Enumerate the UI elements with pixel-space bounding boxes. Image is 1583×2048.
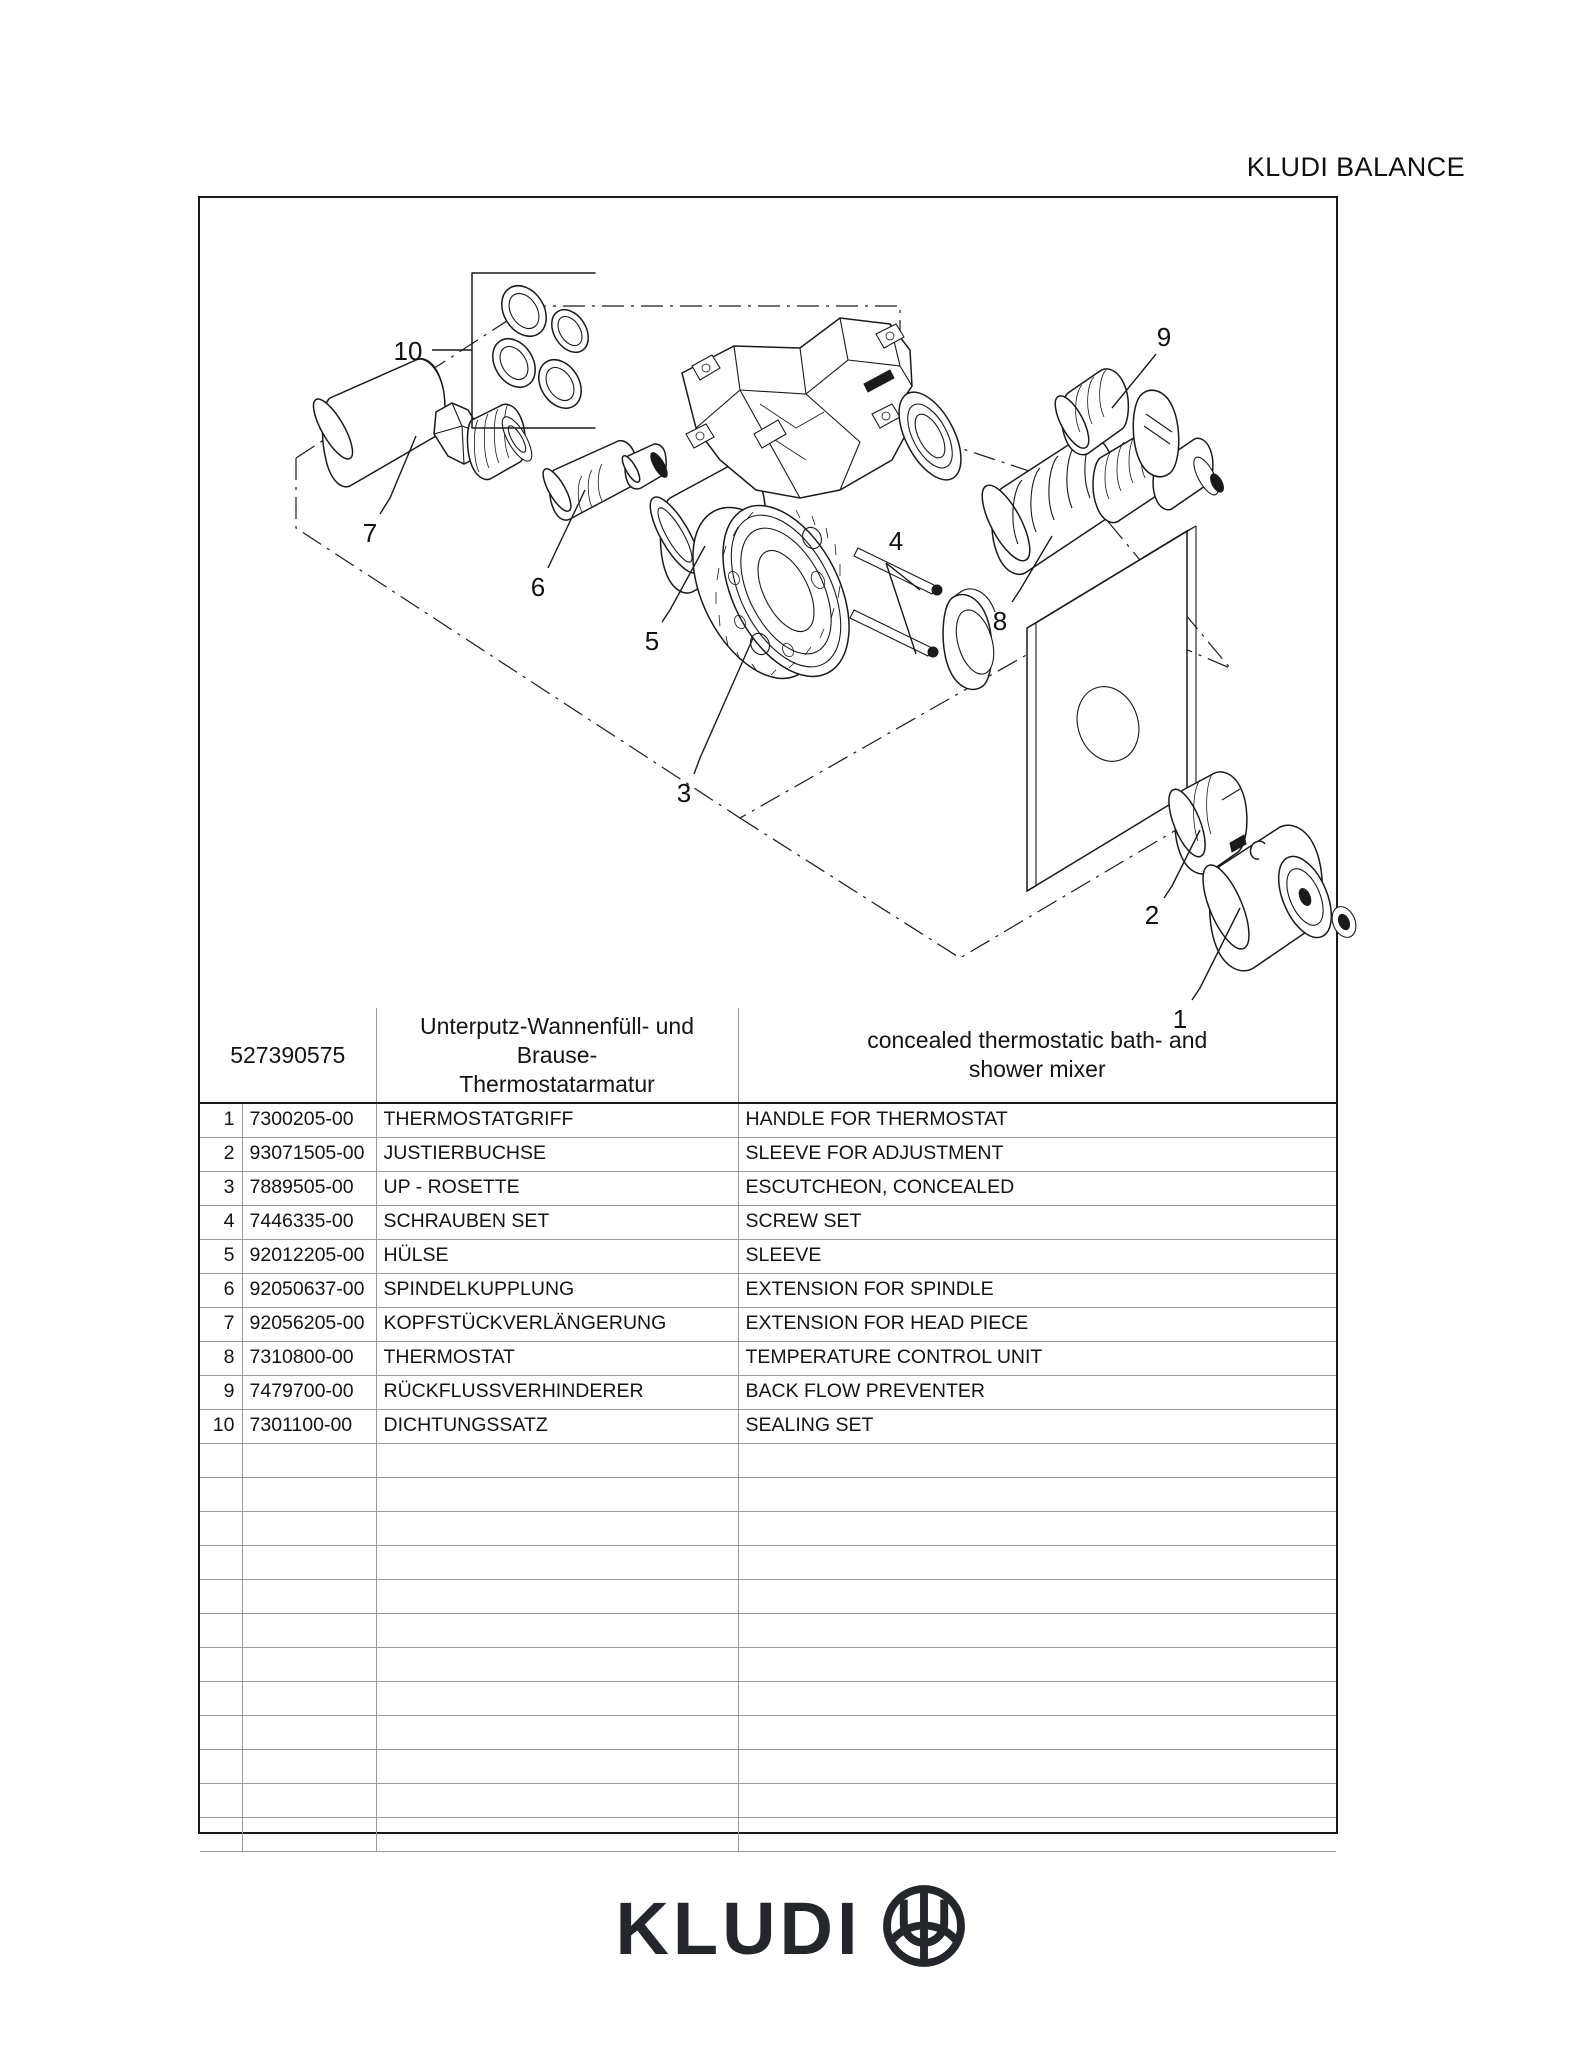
part-name-en-cell xyxy=(738,1783,1336,1817)
part-code-cell: 7889505-00 xyxy=(242,1171,376,1205)
part-index-cell xyxy=(200,1511,242,1545)
part-name-en-cell xyxy=(738,1477,1336,1511)
page-title: KLUDI BALANCE xyxy=(1246,152,1465,182)
part-code-cell xyxy=(242,1579,376,1613)
part-name-en-cell xyxy=(738,1681,1336,1715)
table-row-empty xyxy=(200,1545,1336,1579)
part-name-de-cell xyxy=(376,1715,738,1749)
callout-label-5: 5 xyxy=(644,626,660,656)
part-index-cell: 7 xyxy=(200,1307,242,1341)
part-index-cell: 10 xyxy=(200,1409,242,1443)
part-code-cell xyxy=(242,1817,376,1851)
table-row-empty xyxy=(200,1681,1336,1715)
part-name-de-cell xyxy=(376,1613,738,1647)
part-name-de-cell: DICHTUNGSSATZ xyxy=(376,1409,738,1443)
table-row xyxy=(200,1307,1336,1341)
part-name-de-cell: THERMOSTAT xyxy=(376,1341,738,1375)
callout-label-4: 4 xyxy=(888,526,904,556)
kludi-logo xyxy=(0,1882,1583,1975)
part-4-screw-set xyxy=(850,548,942,657)
part-name-en-cell: SCREW SET xyxy=(738,1205,1336,1239)
part-index-cell: 8 xyxy=(200,1341,242,1375)
part-code-cell: 7301100-00 xyxy=(242,1409,376,1443)
part-index-cell xyxy=(200,1715,242,1749)
part-index-cell xyxy=(200,1613,242,1647)
part-name-de-cell xyxy=(376,1647,738,1681)
part-name-de-cell xyxy=(376,1783,738,1817)
part-name-de-cell xyxy=(376,1511,738,1545)
title-en-line1: concealed thermostatic bath- and xyxy=(867,1027,1208,1054)
part-code-cell xyxy=(242,1511,376,1545)
part-code-cell: 92050637-00 xyxy=(242,1273,376,1307)
title-de-cell xyxy=(376,1008,738,1103)
part-index-cell xyxy=(200,1817,242,1851)
title-en-line2: shower mixer xyxy=(968,1056,1106,1083)
part-8-thermostatic-cartridge xyxy=(973,429,1226,574)
part-name-de-cell: THERMOSTATGRIFF xyxy=(376,1103,738,1137)
part-index-cell xyxy=(200,1545,242,1579)
part-name-de-cell: HÜLSE xyxy=(376,1239,738,1273)
title-de-line2: Thermostatarmatur xyxy=(459,1070,655,1097)
part-name-en-cell xyxy=(738,1579,1336,1613)
part-index-cell: 6 xyxy=(200,1273,242,1307)
kludi-trident-icon xyxy=(880,1882,968,1975)
table-row-empty xyxy=(200,1647,1336,1681)
title-en-cell xyxy=(738,1008,1336,1103)
table-row xyxy=(200,1205,1336,1239)
part-name-de-cell xyxy=(376,1443,738,1477)
part-name-de-cell xyxy=(376,1749,738,1783)
part-1-toothed-washer xyxy=(1328,903,1361,941)
kludi-wordmark: KLUDI xyxy=(615,1886,862,1970)
part-3-gasket-ring xyxy=(943,589,1000,689)
table-row xyxy=(200,1273,1336,1307)
part-name-de-cell xyxy=(376,1817,738,1851)
part-name-en-cell: TEMPERATURE CONTROL UNIT xyxy=(738,1341,1336,1375)
table-row-empty xyxy=(200,1817,1336,1851)
part-code-cell: 92012205-00 xyxy=(242,1239,376,1273)
part-name-de-cell xyxy=(376,1477,738,1511)
part-index-cell: 1 xyxy=(200,1103,242,1137)
part-index-cell xyxy=(200,1749,242,1783)
part-index-cell xyxy=(200,1443,242,1477)
part-index-cell: 3 xyxy=(200,1171,242,1205)
table-row-empty xyxy=(200,1579,1336,1613)
diagram-svg xyxy=(200,198,1336,1034)
part-name-en-cell: SEALING SET xyxy=(738,1409,1336,1443)
part-3-cover-plate xyxy=(1027,526,1196,891)
table-row-empty xyxy=(200,1443,1336,1477)
part-name-en-cell: SLEEVE FOR ADJUSTMENT xyxy=(738,1137,1336,1171)
table-row xyxy=(200,1137,1336,1171)
part-name-en-cell: SLEEVE xyxy=(738,1239,1336,1273)
part-name-de-cell: SPINDELKUPPLUNG xyxy=(376,1273,738,1307)
part-name-en-cell xyxy=(738,1613,1336,1647)
table-row xyxy=(200,1341,1336,1375)
part-name-de-cell xyxy=(376,1579,738,1613)
table-row-empty xyxy=(200,1477,1336,1511)
part-index-cell xyxy=(200,1647,242,1681)
table-row xyxy=(200,1103,1336,1137)
part-name-en-cell: ESCUTCHEON, CONCEALED xyxy=(738,1171,1336,1205)
part-code-cell xyxy=(242,1613,376,1647)
part-code-cell: 7479700-00 xyxy=(242,1375,376,1409)
part-name-en-cell xyxy=(738,1715,1336,1749)
part-code-cell xyxy=(242,1647,376,1681)
parts-sheet-frame xyxy=(198,196,1338,1834)
part-code-cell: 92056205-00 xyxy=(242,1307,376,1341)
part-code-cell: 7300205-00 xyxy=(242,1103,376,1137)
table-row-empty xyxy=(200,1783,1336,1817)
part-name-en-cell xyxy=(738,1647,1336,1681)
part-index-cell: 9 xyxy=(200,1375,242,1409)
part-index-cell xyxy=(200,1681,242,1715)
part-index-cell xyxy=(200,1579,242,1613)
part-index-cell xyxy=(200,1783,242,1817)
part-code-cell xyxy=(242,1749,376,1783)
part-code-cell xyxy=(242,1783,376,1817)
part-name-en-cell xyxy=(738,1511,1336,1545)
part-name-en-cell: BACK FLOW PREVENTER xyxy=(738,1375,1336,1409)
callout-label-10: 10 xyxy=(393,336,423,366)
table-header-row xyxy=(200,1008,1336,1103)
part-name-en-cell xyxy=(738,1545,1336,1579)
table-row-empty xyxy=(200,1613,1336,1647)
part-name-en-cell xyxy=(738,1749,1336,1783)
part-code-cell xyxy=(242,1715,376,1749)
part-index-cell: 2 xyxy=(200,1137,242,1171)
part-name-en-cell: EXTENSION FOR HEAD PIECE xyxy=(738,1307,1336,1341)
part-name-de-cell xyxy=(376,1545,738,1579)
part-code-cell xyxy=(242,1477,376,1511)
part-name-en-cell xyxy=(738,1817,1336,1851)
table-row-empty xyxy=(200,1715,1336,1749)
part-code-cell xyxy=(242,1443,376,1477)
callout-label-7: 7 xyxy=(362,518,378,548)
part-10-sealing-set xyxy=(472,273,596,428)
part-name-de-cell: SCHRAUBEN SET xyxy=(376,1205,738,1239)
part-name-en-cell xyxy=(738,1443,1336,1477)
callout-label-6: 6 xyxy=(530,572,546,602)
part-name-de-cell: UP - ROSETTE xyxy=(376,1171,738,1205)
callout-label-1: 1 xyxy=(1172,1004,1188,1034)
parts-list-table xyxy=(200,1008,1336,1852)
table-row xyxy=(200,1171,1336,1205)
part-index-cell: 5 xyxy=(200,1239,242,1273)
part-name-de-cell: JUSTIERBUCHSE xyxy=(376,1137,738,1171)
exploded-parts-diagram xyxy=(200,198,1336,1034)
callout-label-9: 9 xyxy=(1156,322,1172,352)
title-de-line1: Unterputz-Wannenfüll- und Brause- xyxy=(419,1013,694,1068)
table-row xyxy=(200,1409,1336,1443)
part-name-en-cell: HANDLE FOR THERMOSTAT xyxy=(738,1103,1336,1137)
callout-label-2: 2 xyxy=(1144,900,1160,930)
part-index-cell xyxy=(200,1477,242,1511)
part-name-de-cell: RÜCKFLUSSVERHINDERER xyxy=(376,1375,738,1409)
part-name-de-cell xyxy=(376,1681,738,1715)
part-code-cell xyxy=(242,1681,376,1715)
part-code-cell: 7310800-00 xyxy=(242,1341,376,1375)
table-row xyxy=(200,1239,1336,1273)
table-row xyxy=(200,1375,1336,1409)
part-name-de-cell: KOPFSTÜCKVERLÄNGERUNG xyxy=(376,1307,738,1341)
table-row-empty xyxy=(200,1749,1336,1783)
part-index-cell: 4 xyxy=(200,1205,242,1239)
part-name-en-cell: EXTENSION FOR SPINDLE xyxy=(738,1273,1336,1307)
part-code-cell xyxy=(242,1545,376,1579)
table-row-empty xyxy=(200,1511,1336,1545)
article-number-cell: 527390575 xyxy=(200,1008,376,1103)
part-code-cell: 93071505-00 xyxy=(242,1137,376,1171)
part-code-cell: 7446335-00 xyxy=(242,1205,376,1239)
callout-label-3: 3 xyxy=(676,778,692,808)
callout-label-8: 8 xyxy=(992,606,1008,636)
